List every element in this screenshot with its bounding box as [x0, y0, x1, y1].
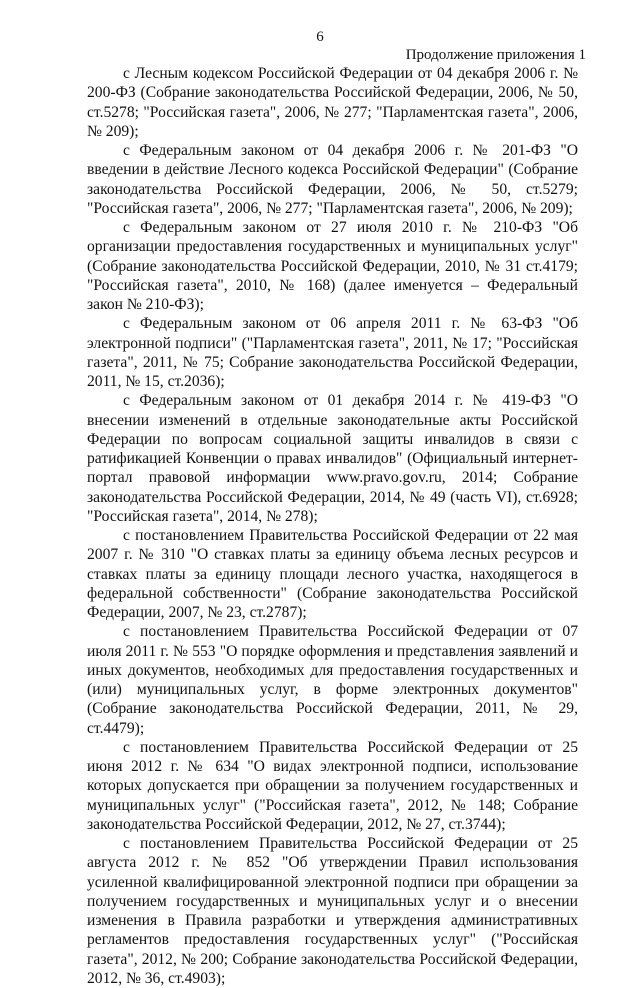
page-number: 6	[316, 29, 324, 45]
appendix-continuation-header: Продолжение приложения 1	[405, 47, 586, 63]
list-item: с постановлением Правительства Российской Федерации от 22 мая 2007 г. № 310 "О ставках платы за единицу объема лесных ресурсов и ставках платы за единицу площади лесного участка, находящегося в федеральной собственности" (Собрание законодательства Российской Федерации, 2007, № 23, ст.2787);	[87, 527, 578, 621]
list-item: с постановлением Правительства Российской Федерации от 25 июня 2012 г. № 634 "О видах электронной подписи, использование которых допускается при обращении за получением государственных и муниципальных услуг" ("Российская газета", 2012, № 148; Собрание законодательства Российской Федерации, 2012, № 27, ст.3744);	[87, 738, 578, 833]
list-item: с Федеральным законом от 04 декабря 2006 г. № 201-ФЗ "О введении в действие Лесного кодекса Российской Федерации" (Собрание законодательства Российской Федерации, 2006, № 50, ст.5279; "Российская газета", 2006, № 277; "Парламентская газета", 2006, № 209);	[87, 142, 578, 217]
list-item: с постановлением Правительства Российской Федерации от 07 июля 2011 г. № 553 "О порядке оформления и представления заявлений и иных документов, необходимых для предоставления государственных и (или) муниципальных услуг, в форме электронных документов" (Собрание законодательства Российской Федерации, 2011, № 29, ст.4479);	[87, 623, 578, 737]
list-item: с Федеральным законом от 01 декабря 2014 г. № 419-ФЗ "О внесении изменений в отдельные законодательные акты Российской Федерации по вопросам социальной защиты инвалидов в связи с ратификацией Конвенции о правах инвалидов" (Официальный интернет-портал правовой информации www.pravo.gov.ru, 2014; Собрание законодательства Российской Федерации, 2014, № 49 (часть VI), ст.6928; "Российская газета", 2014, № 278);	[87, 392, 578, 525]
list-item: с Лесным кодексом Российской Федерации от 04 декабря 2006 г. № 200-ФЗ (Собрание законодательства Российской Федерации, 2006, № 50, ст.5278; "Российская газета", 2006, № 277; "Парламентская газета", 2006, № 209);	[87, 65, 578, 140]
list-item: с Федеральным законом от 06 апреля 2011 г. № 63-ФЗ "Об электронной подписи" ("Парламентская газета", 2011, № 17; "Российская газета", 2011, № 75; Собрание законодательства Российской Федерации, 2011, № 15, ст.2036);	[87, 315, 578, 390]
list-item: с постановлением Правительства Российской Федерации от 25 августа 2012 г. № 852 "Об утверждении Правил использования усиленной квалифицированной электронной подписи при обращении за получением государственных и муниципальных услуг и о внесении изменения в Правила разработки и утверждения административных регламентов предоставления государственных услуг" ("Российская газета", 2012, № 200; Собрание законодательства Российской Федерации, 2012, № 36, ст.4903);	[87, 835, 578, 987]
legal-basis-list	[87, 64, 578, 988]
list-item: с Федеральным законом от 27 июля 2010 г. № 210-ФЗ "Об организации предоставления государственных и муниципальных услуг" (Собрание законодательства Российской Федерации, 2010, № 31 ст.4179; "Российская газета", 2010, № 168) (далее именуется – Федеральный закон № 210-ФЗ);	[87, 219, 578, 313]
